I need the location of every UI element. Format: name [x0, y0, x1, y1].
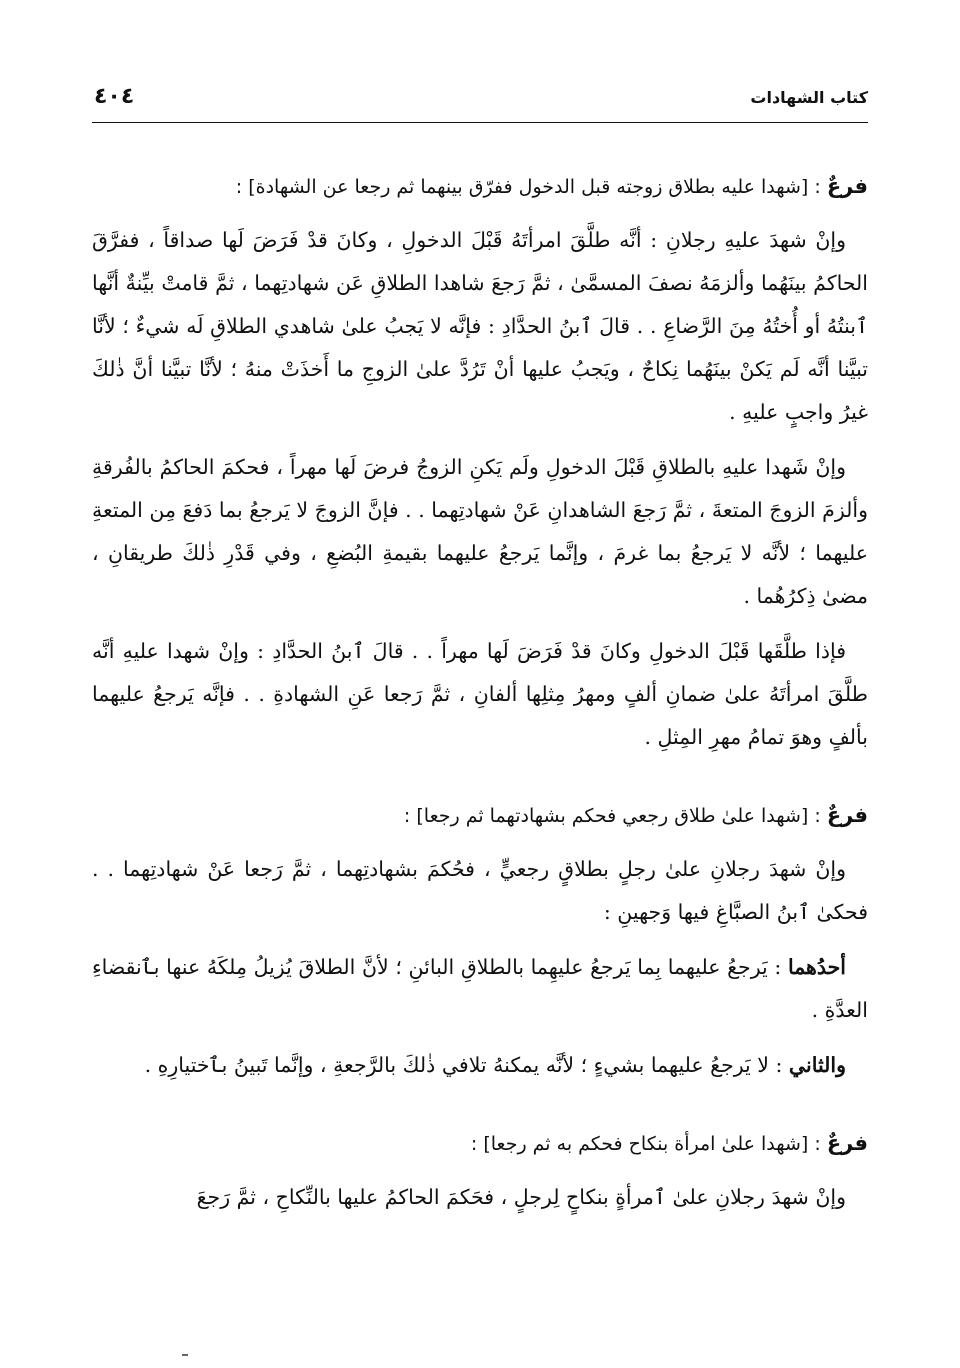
- paragraph: وإنْ شَهدا عليهِ بالطلاقِ قَبْلَ الدخولِ ولَم يَكنِ الزوجُ فرضَ لَها مهراً ، فحكمَ الحاكمُ بالفُرقةِ وألزمَ الزوجَ المتعةَ ، ثمَّ رَجعَ الشاهدانِ عَنْ شهادتِهما . . فإنَّ الزوجَ لا يَرجعُ بما دَفعَ مِن المتعةِ عليهما ؛ لأنَّه لا يَرجعُ بما غرمَ ، وإنَّما يَرجعُ عليهما بقيمةِ البُضعِ ، وفي قَدْرِ ذٰلكَ طريقانِ ، مضىٰ ذِكرُهُما .: [92, 455, 868, 608]
- running-header: [92, 82, 868, 123]
- paragraph: وإنْ شهدَ رجلانِ علىٰ ٱمرأةٍ بنكاحٍ لِرجلٍ ، فحَكمَ الحاكمُ عليها بالنِّكاحِ ، ثمَّ رَجعَ: [196, 1185, 846, 1209]
- paragraph: [92, 1044, 868, 1087]
- paragraph-lead: والثاني: [788, 1053, 846, 1077]
- paragraph: فإذا طلَّقَها قَبْلَ الدخولِ وكانَ قدْ فَرَضَ لَها مهراً . . قالَ ٱبنُ الحدَّادِ : وإنْ شهدا عليهِ أنَّه طلَّقَ امرأتَهُ علىٰ ضمانِ ألفٍ ومهرُ مِثلِها ألفانِ ، ثمَّ رَجعا عَنِ الشهادةِ . . فإنَّه يَرجعُ عليهما بألفٍ وهوَ تمامُ مهرِ المِثلِ .: [92, 639, 868, 749]
- section-title: : [شهدا علىٰ امرأة بنكاح فحكم به ثم رجعا] :: [470, 1133, 827, 1155]
- section-heading: [92, 797, 868, 834]
- section-title: : [شهدا عليه بطلاق زوجته قبل الدخول ففرّق بينهما ثم رجعا عن الشهادة] :: [235, 176, 827, 198]
- paragraph-text: : يَرجعُ عليهما بِما يَرجعُ عليهِما بالطلاقِ البائنِ ؛ لأنَّ الطلاقَ يُزيلُ مِلكَهُ عنها بٱنقضاءِ العدَّةِ .: [92, 955, 868, 1022]
- section-label: فرعٌ: [826, 1131, 868, 1155]
- page-number: ٤٠٤: [94, 84, 135, 109]
- section-heading: [92, 168, 868, 205]
- section-label: فرعٌ: [826, 803, 868, 827]
- section-label: فرعٌ: [826, 174, 868, 198]
- book-title: كتاب الشهادات: [750, 88, 868, 107]
- scan-mark: [182, 1354, 188, 1356]
- paragraph-lead: أحدُهما: [787, 955, 846, 979]
- paragraph: وإنْ شهدَ رجلانِ علىٰ رجلٍ بطلاقٍ رجعيٍّ ، فحُكمَ بشهادتِهما ، ثمَّ رَجعا عَنْ شهادتِهما . . فحكىٰ ٱبنُ الصبَّاغِ فيها وَجهينِ :: [92, 857, 868, 924]
- section-heading: [92, 1125, 868, 1162]
- page-body: [92, 168, 868, 1231]
- paragraph-text: : لا يَرجعُ عليهما بشيءٍ ؛ لأنَّه يمكنهُ تلافي ذٰلكَ بالرَّجعةِ ، وإنَّما تَبينُ بٱختيارِهِ .: [144, 1053, 789, 1077]
- paragraph: وإنْ شهدَ عليهِ رجلانِ : أنَّه طلَّقَ امرأتَهُ قَبْلَ الدخولِ ، وكانَ قدْ فَرَضَ لَها صداقاً ، ففرَّقَ الحاكمُ بينَهُما وألزمَهُ نصفَ المسمَّىٰ ، ثمَّ رَجعَ شاهدا الطلاقِ عَن شهادتِهما ، ثمَّ قامتْ بيِّنةٌ أنَّها ٱبنتُهُ أو أُختُهُ مِنَ الرَّضاعِ . . قالَ ٱبنُ الحدَّادِ : فإنَّه لا يَجبُ علىٰ شاهدي الطلاقِ لَه شيءٌ ؛ لأنَّا تبيَّنا أنَّه لَم يَكنْ بينَهُما نِكاحٌ ، ويَجبُ عليها أنْ تَرُدَّ علىٰ الزوجِ ما أَخذَتْ منهُ ؛ لأنَّا تبيَّنا أنَّ ذٰلكَ غيرُ واجبٍ عليهِ .: [92, 228, 868, 424]
- paragraph: [92, 946, 868, 1032]
- section-title: : [شهدا علىٰ طلاق رجعي فحكم بشهادتهما ثم رجعا] :: [403, 805, 827, 827]
